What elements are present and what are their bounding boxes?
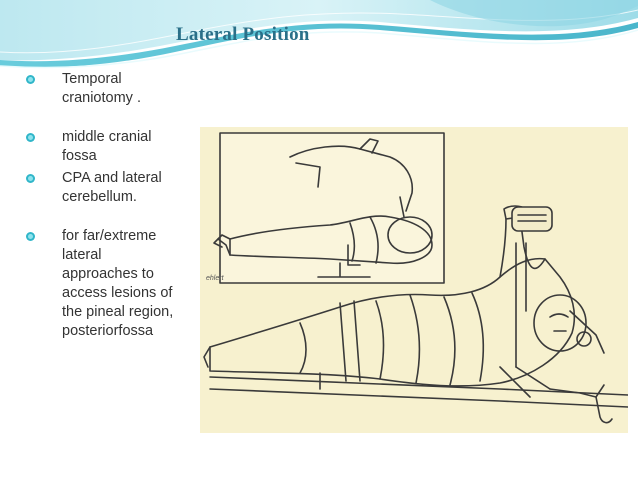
bullet-line: Temporal	[62, 71, 122, 87]
bullet-line: middle cranial	[62, 129, 152, 145]
bullet-item-far-extreme-lateral	[20, 227, 205, 341]
bullet-line: approaches to	[62, 266, 154, 282]
bullet-line: fossa	[62, 148, 97, 164]
bullet-line: cerebellum.	[62, 189, 137, 205]
bullet-line: the pineal region,	[62, 304, 174, 320]
bullet-line: for far/extreme	[62, 228, 157, 244]
bullet-line: craniotomy .	[62, 90, 141, 106]
bullet-line: posteriorfossa	[62, 323, 154, 339]
illustration-signature: ehlert	[206, 275, 224, 282]
lateral-position-illustration	[200, 127, 628, 433]
header-wave-decoration	[0, 0, 638, 80]
slide-title: Lateral Position	[176, 24, 310, 45]
bullet-item-middle-cranial-fossa	[20, 128, 205, 166]
illustration-line-art	[200, 127, 628, 433]
bullet-line: lateral	[62, 247, 102, 263]
bullet-line: CPA and lateral	[62, 170, 162, 186]
bullet-item-cpa-lateral-cerebellum	[20, 169, 205, 207]
bullet-list	[20, 70, 205, 341]
bullet-line: access lesions of	[62, 285, 173, 301]
bullet-item-temporal-craniotomy	[20, 70, 205, 108]
